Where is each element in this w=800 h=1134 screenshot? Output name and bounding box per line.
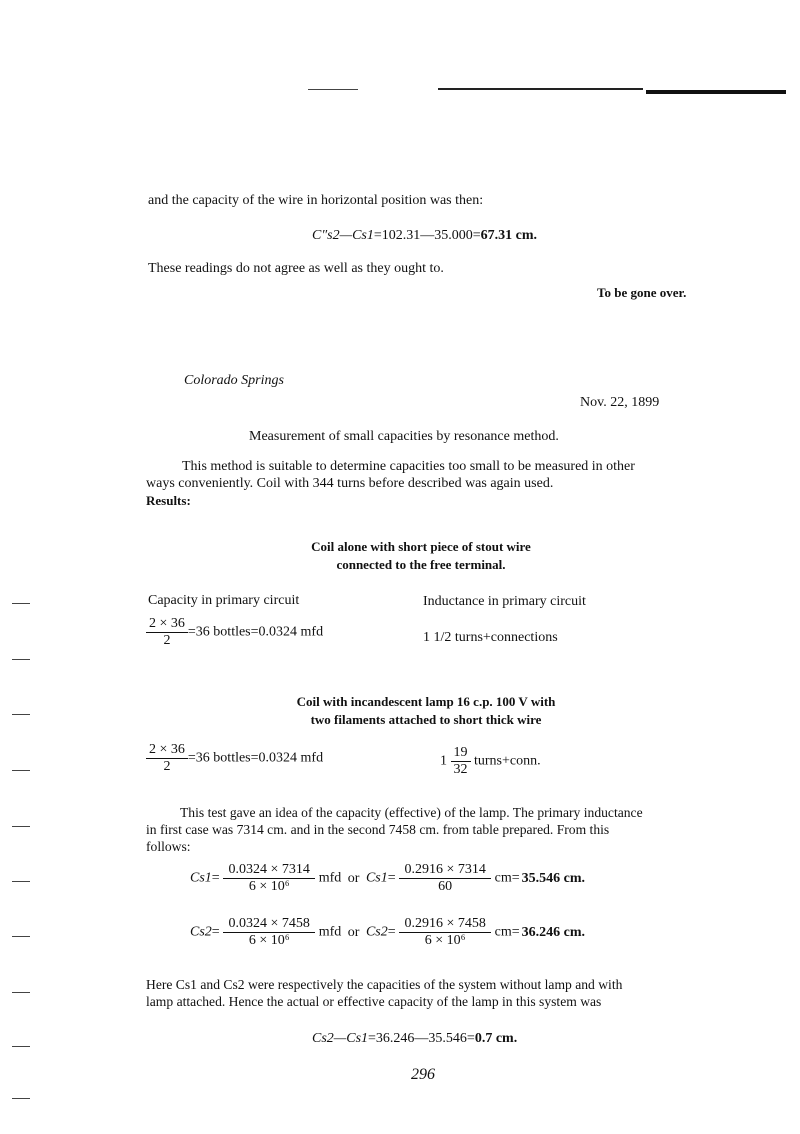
numerator: 0.0324 × 7314 [228, 862, 310, 877]
case1-capacity [146, 616, 323, 649]
results-label: Results: [146, 493, 191, 508]
equation-lhs: C″s2—Cs1 [312, 228, 374, 243]
heading-line: Coil alone with short piece of stout wire [311, 539, 531, 554]
equation-result: 67.31 cm. [480, 228, 538, 243]
scan-line-right [646, 90, 786, 94]
text-line: These readings do not agree as well as they ought to. [148, 261, 444, 276]
numerator: 0.2916 × 7458 [404, 916, 486, 931]
text-line: This method is suitable to determine capacities too small to be measured in other [182, 459, 635, 474]
margin-mark [12, 881, 30, 882]
capacity-value: =36 bottles=0.0324 mfd [187, 750, 324, 766]
denominator: 6 × 10⁶ [399, 932, 491, 949]
fraction [399, 862, 491, 895]
fraction [223, 916, 315, 949]
unit-label: cm [494, 924, 512, 940]
entry-place: Colorado Springs [184, 373, 284, 388]
unit-label: mfd [318, 924, 342, 940]
margin-mark [12, 992, 30, 993]
case2-heading [246, 693, 606, 729]
fraction [146, 742, 188, 775]
margin-mark [12, 1098, 30, 1099]
text-line: ways conveniently. Coil with 344 turns before described was again used. [146, 476, 554, 491]
equation-wire-capacity [312, 228, 537, 244]
unit-label: cm [494, 870, 512, 886]
intro-paragraph [146, 458, 708, 509]
scan-line-left [308, 89, 358, 90]
inductance-whole: 1 [440, 753, 447, 769]
equation-result: 35.546 cm. [521, 870, 586, 886]
equation-result: 0.7 cm. [474, 1031, 518, 1046]
margin-mark [12, 826, 30, 827]
denominator: 60 [399, 878, 491, 895]
heading-line: two filaments attached to short thick wire [310, 712, 542, 727]
text-line: This test gave an idea of the capacity (effective) of the lamp. The primary inductance [180, 805, 643, 820]
entry-date: Nov. 22, 1899 [580, 395, 660, 410]
conclusion-paragraph [146, 976, 708, 1010]
entry-title: Measurement of small capacities by resonance method. [249, 429, 559, 444]
fraction [451, 745, 471, 778]
unit-label: mfd [318, 870, 342, 886]
text-line: follows: [146, 839, 191, 854]
margin-mark [12, 770, 30, 771]
equation-lhs: Cs1 [365, 870, 388, 886]
denominator: 6 × 10⁶ [223, 878, 315, 895]
denominator: 32 [451, 761, 471, 778]
equation-cs2: Cs2= $\frac{0.0324 \times 7458}{\text{6 × 10⁶}}$ mfd or Cs2= $\frac{0.2916 \times 7458}{\text{6 × 10⁶}}$ cm= 36.246 cm. [190, 916, 586, 948]
or-label: or [347, 924, 360, 940]
text-line: and the capacity of the wire in horizontal position was then: [148, 193, 484, 208]
numerator: 19 [453, 745, 468, 760]
denominator: 2 [146, 758, 188, 775]
equation-lamp-capacity [312, 1031, 517, 1047]
equation-cs1: Cs1= $\frac{0.0324 \times 7314}{\text{6 × 10⁶}}$ mfd or Cs1= $\frac{0.2916 \times 7314}{60}$ cm= 35.546 cm. [190, 862, 586, 894]
analysis-paragraph [146, 804, 708, 855]
text-line: lamp attached. Hence the actual or effective capacity of the lamp in this system was [146, 994, 602, 1009]
equation-rhs: =36.246—35.546= [368, 1031, 475, 1046]
fraction [399, 916, 491, 949]
numerator: 2 × 36 [149, 616, 185, 631]
denominator: 6 × 10⁶ [223, 932, 315, 949]
column-header-capacity: Capacity in primary circuit [148, 593, 300, 608]
or-label: or [347, 870, 360, 886]
inductance-unit: turns+conn. [474, 753, 541, 769]
numerator: 0.2916 × 7314 [404, 862, 486, 877]
fraction [223, 862, 315, 895]
equation-lhs: Cs1 [190, 870, 212, 886]
margin-mark [12, 936, 30, 937]
margin-note: To be gone over. [597, 285, 687, 300]
case1-inductance: 1 1/2 turns+connections [423, 630, 558, 645]
case1-heading [266, 538, 576, 574]
margin-mark [12, 714, 30, 715]
case2-capacity [146, 742, 323, 775]
equation-lhs: Cs2—Cs1 [312, 1031, 369, 1046]
equation-rhs: =102.31—35.000= [373, 228, 481, 243]
numerator: 0.0324 × 7458 [228, 916, 310, 931]
equation-lhs: Cs2 [190, 924, 212, 940]
denominator: 2 [146, 632, 188, 649]
margin-mark [12, 1046, 30, 1047]
page-number: 296 [411, 1066, 435, 1083]
margin-mark [12, 659, 30, 660]
scan-line-middle [438, 88, 643, 90]
equation-lhs: Cs2 [365, 924, 388, 940]
heading-line: connected to the free terminal. [336, 557, 506, 572]
heading-line: Coil with incandescent lamp 16 c.p. 100 V with [296, 694, 556, 709]
text-line: in first case was 7314 cm. and in the second 7458 cm. from table prepared. From this [146, 822, 610, 837]
text-line: Here Cs1 and Cs2 were respectively the capacities of the system without lamp and with [146, 977, 623, 992]
numerator: 2 × 36 [149, 742, 185, 757]
capacity-value: =36 bottles=0.0324 mfd [187, 624, 324, 640]
margin-mark [12, 603, 30, 604]
fraction [146, 616, 188, 649]
column-header-inductance: Inductance in primary circuit [423, 594, 586, 609]
equation-result: 36.246 cm. [521, 924, 586, 940]
case2-inductance [440, 745, 541, 778]
